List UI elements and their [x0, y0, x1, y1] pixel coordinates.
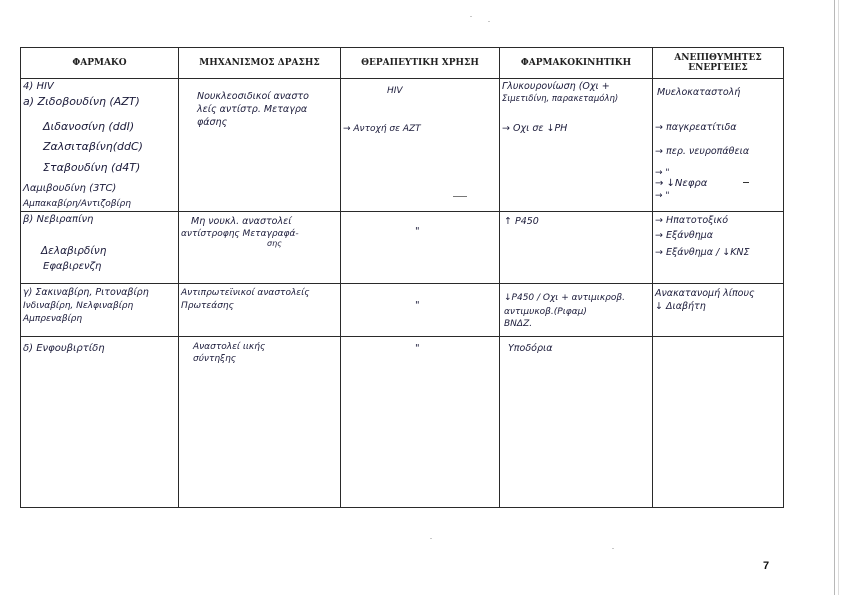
therapeutic-use-cell [341, 337, 500, 508]
scan-speck [430, 538, 432, 539]
handwritten-note: Εφαβιρενζη [43, 261, 102, 272]
pharmacokinetics-cell [500, 79, 653, 212]
header-adverse-effects: ΑΝΕΠΙΘΥΜΗΤΕΣ ΕΝΕΡΓΕΙΕΣ [653, 48, 784, 79]
handwritten-note: β) Νεβιραπίνη [23, 214, 94, 225]
handwritten-note: Αμπρεναβίρη [23, 314, 83, 324]
handwritten-note: ↑ P450 [504, 216, 539, 227]
handwritten-note: Γλυκουρονίωση (Οχι + [502, 81, 610, 92]
handwritten-note: Σταβουδίνη (d4T) [43, 161, 141, 174]
handwritten-note: αντίστροφης Μεταγραφά- [181, 229, 299, 239]
handwritten-note: λείς αντίστρ. Μεταγρα [197, 104, 308, 115]
adverse-effects-cell [653, 79, 784, 212]
header-mechanism: ΜΗΧΑΝΙΣΜΟΣ ΔΡΑΣΗΣ [179, 48, 341, 79]
handwritten-note: Ζαλσιταβίνη(ddC) [43, 140, 143, 153]
handwritten-note: Αντιπρωτεϊνικοί αναστολείς [181, 288, 310, 298]
handwritten-note: φάσης [197, 117, 228, 128]
handwritten-note: ΒΝΔΖ. [504, 319, 533, 329]
therapeutic-use-cell [341, 212, 500, 284]
handwritten-note: Μη νουκλ. αναστολεί [191, 216, 292, 227]
header-therapeutic-use: ΘΕΡΑΠΕΥΤΙΚΗ ΧΡΗΣΗ [341, 48, 500, 79]
mechanism-cell [179, 337, 341, 508]
handwritten-note: ↓ Διαβήτη [655, 301, 706, 312]
pharmacology-table [20, 47, 784, 508]
handwritten-note: Ανακατανομή λίπους [655, 288, 755, 299]
scan-speck [470, 16, 472, 17]
table-row [21, 212, 784, 284]
handwritten-note: → Οχι σε ↓PH [502, 123, 568, 134]
scan-speck [612, 548, 614, 549]
table-row [21, 79, 784, 212]
handwritten-note: Νουκλεοσιδικοί αναστο [197, 91, 309, 102]
handwritten-note: Διδανοσίνη (ddI) [43, 120, 135, 133]
mechanism-cell [179, 284, 341, 337]
handwritten-note: Αναστολεί ιικής [193, 342, 266, 352]
header-pharmacokinetics: ΦΑΡΜΑΚΟΚΙΝΗΤΙΚΗ [500, 48, 653, 79]
table-row [21, 284, 784, 337]
handwritten-note: → παγκρεατίτιδα [655, 122, 737, 133]
scan-edge-line [838, 0, 839, 595]
handwritten-note: → Ηπατοτοξικό [655, 215, 729, 226]
handwritten-note: Πρωτεάσης [181, 301, 234, 311]
adverse-effects-cell [653, 284, 784, 337]
handwritten-note: σης [267, 239, 282, 248]
handwritten-note: → Εξάνθημα [655, 230, 713, 241]
drug-cell [21, 79, 179, 212]
handwritten-note: → ↓Νεφρα [655, 178, 708, 189]
drug-cell [21, 337, 179, 508]
drug-cell [21, 284, 179, 337]
therapeutic-use-cell [341, 79, 500, 212]
page-number: 7 [763, 560, 770, 572]
handwritten-note: → περ. νευροπάθεια [655, 146, 750, 157]
ditto-mark: " [415, 343, 420, 354]
handwritten-note: αντιμυκοβ.(Ριφαμ) [504, 307, 587, 317]
scan-edge-line [834, 0, 835, 595]
handwritten-note: γ) Σακιναβίρη, Ριτοναβίρη [23, 287, 149, 298]
pharmacokinetics-cell [500, 337, 653, 508]
pharmacokinetics-cell [500, 284, 653, 337]
handwritten-note: ↓P450 / Οχι + αντιμικροβ. [504, 293, 625, 303]
handwritten-note: Δελαβιρδίνη [41, 245, 107, 257]
mechanism-cell [179, 212, 341, 284]
drug-cell [21, 212, 179, 284]
handwritten-note: → Αντοχή σε AZT [343, 124, 421, 134]
table-row [21, 337, 784, 508]
handwritten-note: a) Ζιδοβουδίνη (AZT) [23, 95, 140, 108]
ditto-mark: " [415, 226, 420, 237]
handwritten-dash [453, 196, 467, 197]
therapeutic-use-cell [341, 284, 500, 337]
handwritten-note: σύντηξης [193, 354, 237, 364]
scan-speck [488, 21, 490, 22]
handwritten-note: 4) HIV [23, 81, 54, 92]
handwritten-note: Ινδιναβίρη, Νελφιναβίρη [23, 301, 134, 311]
handwritten-note: Λαμιβουδίνη (3TC) [23, 183, 117, 194]
adverse-effects-cell [653, 212, 784, 284]
header-drug: ΦΑΡΜΑΚΟ [21, 48, 179, 79]
mechanism-cell [179, 79, 341, 212]
handwritten-note: → " [655, 168, 670, 178]
ditto-mark: " [415, 300, 420, 311]
pharmacokinetics-cell [500, 212, 653, 284]
adverse-effects-cell [653, 337, 784, 508]
handwritten-note: Αμπακαβίρη/Αντιζοβίρη [23, 199, 131, 209]
handwritten-note: Υποδόρια [508, 343, 553, 354]
handwritten-note: → " [655, 191, 670, 201]
handwritten-dash [743, 182, 749, 183]
table-header-row [21, 48, 784, 79]
handwritten-note: → Εξάνθημα / ↓ΚΝΣ [655, 247, 750, 258]
handwritten-note: HIV [387, 86, 403, 96]
handwritten-note: Σιμετιδίνη, παρακεταμόλη) [502, 94, 619, 104]
handwritten-note: Μυελοκαταστολή [657, 87, 741, 98]
handwritten-note: δ) Ενφουβιρτίδη [23, 343, 105, 354]
